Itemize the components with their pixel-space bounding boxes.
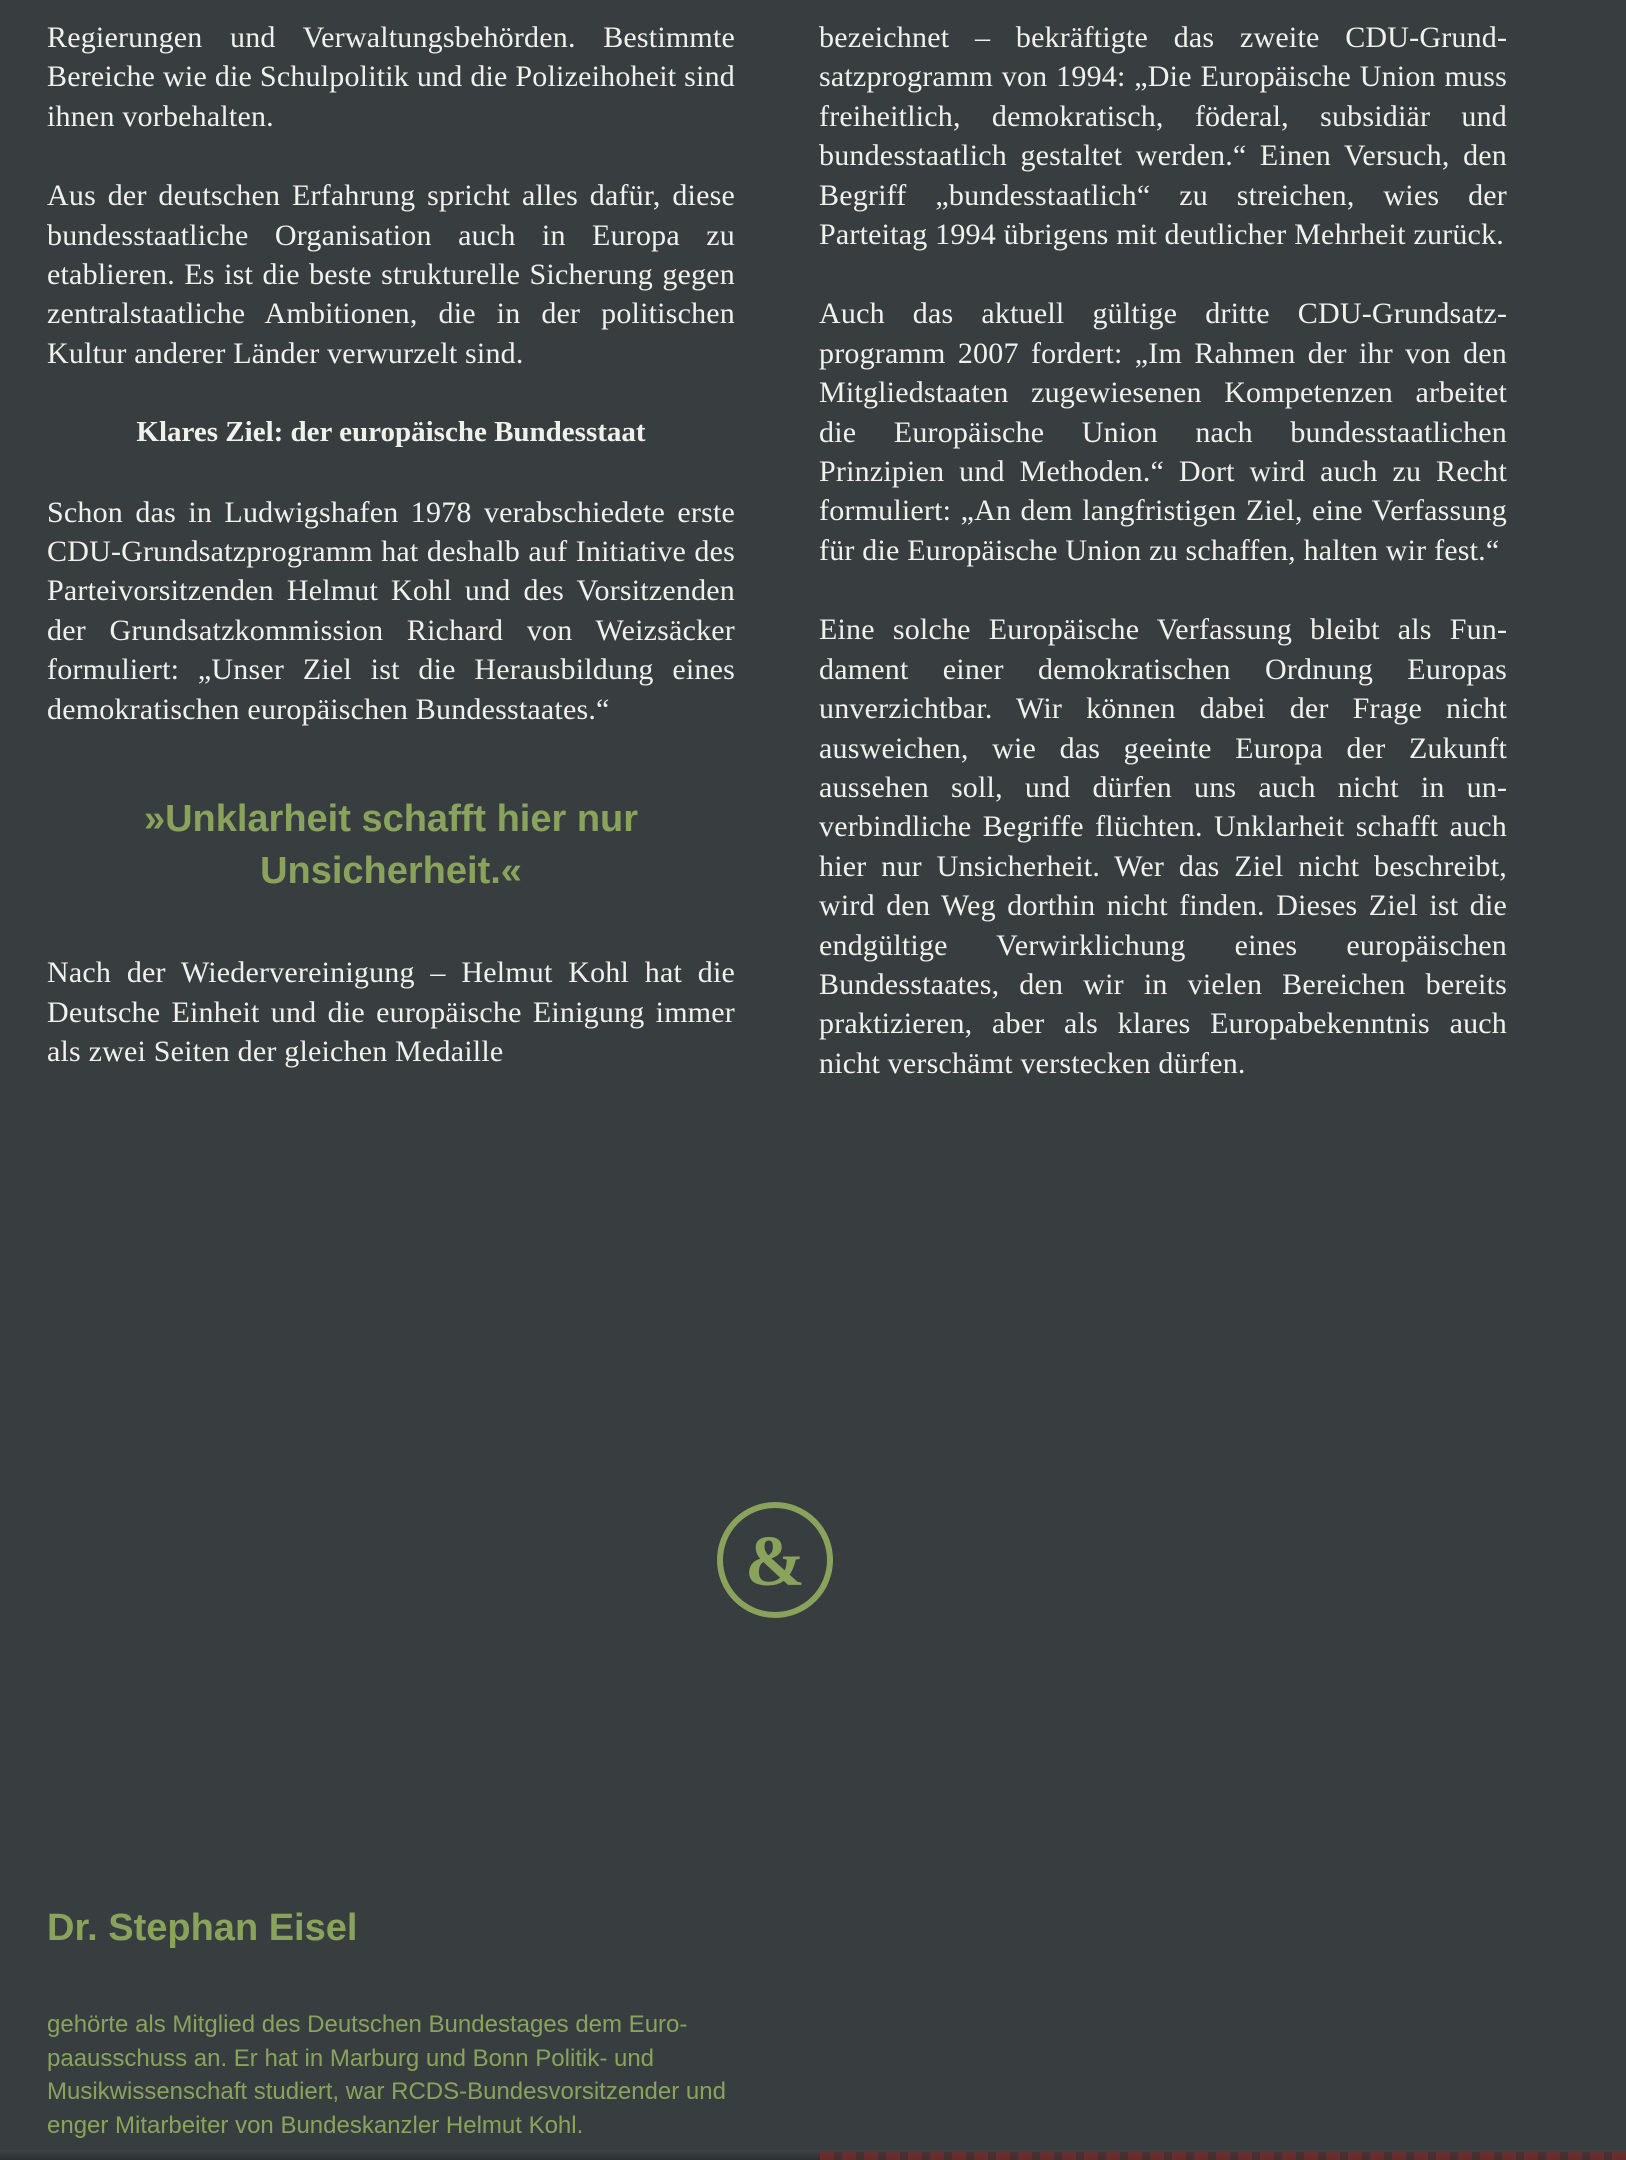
next-page-peek — [820, 2152, 1626, 2160]
ampersand-circle-icon — [716, 1501, 834, 1619]
left-column — [47, 18, 735, 1071]
paragraph: Aus der deutschen Erfahrung spricht alles dafür, diese bundesstaatliche Organisation auch in Europa zu etablieren. Es ist die beste strukturelle Sicherung gegen zentralstaatliche Ambitionen, die in der politischen Kultur anderer Länder verwurzelt sind. — [47, 179, 735, 370]
paragraph: Nach der Wiedervereinigung – Helmut Kohl hat die Deutsche Einheit und die europäische Einigung immer als zwei Seiten der gleichen Medaille — [47, 956, 735, 1068]
author-bio: gehörte als Mitglied des Deutschen Bundestages dem Europaausschuss an. Er hat in Marburg und Bonn Politik- und Musikwissenschaft studiert, war RCDS-Bundesvorsitzender und enger Mitarbeiter von Bundeskanzler Helmut Kohl. — [47, 2011, 726, 2139]
paragraph: bezeichnet – bekräftigte das zweite CDU-Grundsatzprogramm von 1994: „Die Europäische Union muss freiheitlich, demokratisch, föderal, subsidiär und bundesstaatlich gestaltet werden.“ Einen Versuch, den Begriff „bundesstaatlich“ zu streichen, wies der Parteitag 1994 übrigens mit deutlicher Mehrheit zurück. — [819, 21, 1507, 252]
pull-quote — [47, 793, 735, 897]
section-subheading: Klares Ziel: der europäische Bundesstaat — [136, 416, 646, 449]
author-name: Dr. Stephan Eisel — [47, 1907, 358, 1949]
pull-quote-line: Unsicherheit.« — [260, 850, 522, 893]
paragraph: Auch das aktuell gültige dritte CDU-Grundsatzprogramm 2007 fordert: „Im Rahmen der ihr von den Mitgliedstaaten zugewiesenen Kompetenzen arbeitet die Europäische Union nach bundesstaatlichen Prinzipien und Methoden.“ Dort wird auch zu Recht formuliert: „An dem langfristigen Ziel, eine Verfassung für die Europäische Union zu schaffen, halten wir fest.“ — [819, 297, 1507, 567]
paragraph: Eine solche Europäische Verfassung bleibt als Fundament einer demokratischen Ordnung Europas unverzichtbar. Wir können dabei der Frage nicht ausweichen, wie das geeinte Europa der Zukunft aussehen soll, und dürfen uns auch nicht in unverbindliche Begriffe flüchten. Unklarheit schafft auch hier nur Unsicherheit. Wer das Ziel nicht beschreibt, wird den Weg dorthin nicht finden. Dieses Ziel ist die endgültige Verwirklichung eines europäischen Bundesstaates, den wir in vielen Bereichen bereits praktizieren, aber als klares Europabekenntnis auch nicht verschämt verstecken dürfen. — [819, 613, 1507, 1080]
ampersand-glyph: & — [745, 1521, 805, 1601]
paragraph: Regierungen und Verwaltungsbehörden. Bestimmte Bereiche wie die Schulpolitik und die Polizeihoheit sind ihnen vorbehalten. — [47, 21, 735, 133]
paragraph: Schon das in Ludwigshafen 1978 verabschiedete erste CDU-Grundsatzprogramm hat deshalb auf Initiative des Parteivorsitzenden Helmut Kohl und des Vorsitzenden der Grundsatzkommission Richard von Weizsäcker formuliert: „Unser Ziel ist die Herausbildung eines demokratischen europäischen Bundesstaates.“ — [47, 495, 735, 726]
pull-quote-line: »Unklarheit schafft hier nur — [143, 798, 639, 841]
right-column — [819, 18, 1507, 1083]
